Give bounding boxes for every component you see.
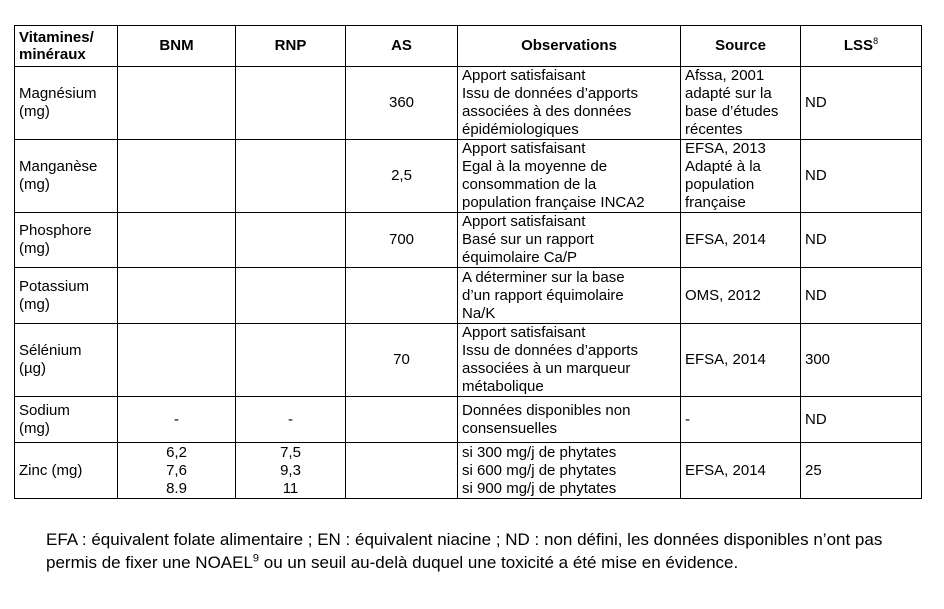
source-cell xyxy=(681,268,801,324)
observation-line: consensuelles xyxy=(462,419,558,437)
observation-line: si 300 mg/j de phytates xyxy=(462,443,617,461)
lss-cell xyxy=(801,268,922,324)
bnm-value: 8.9 xyxy=(166,479,187,497)
observation-line: associées à un marqueur xyxy=(462,360,631,377)
lss-value: ND xyxy=(805,286,827,304)
observation-line: population française INCA2 xyxy=(462,194,645,211)
rnp-cell xyxy=(236,140,346,213)
header-lss-label: LSS xyxy=(843,37,874,54)
table-row xyxy=(15,140,922,213)
source-cell xyxy=(681,443,801,499)
source-line: OMS, 2012 xyxy=(685,286,761,304)
lss-value: 25 xyxy=(805,461,822,479)
source-line: population xyxy=(685,176,755,193)
nutrient-unit: (mg) xyxy=(19,295,50,313)
source-line: base d’études xyxy=(685,103,779,120)
nutrient-name-cell xyxy=(15,268,118,324)
lss-cell xyxy=(801,443,922,499)
header-bnm: BNM xyxy=(118,26,236,67)
header-source: Source xyxy=(681,26,801,67)
observations-cell xyxy=(458,324,681,397)
observation-line: si 900 mg/j de phytates xyxy=(462,479,617,497)
observation-line: consommation de la xyxy=(462,176,597,193)
header-col0-line2: minéraux xyxy=(19,46,86,63)
observations-cell xyxy=(458,67,681,140)
as-cell xyxy=(346,443,458,499)
observation-line: Apport satisfaisant xyxy=(462,324,586,341)
header-row xyxy=(15,26,922,67)
observation-line: Issu de données d’apports xyxy=(462,342,638,359)
bnm-cell xyxy=(118,443,236,499)
table-row xyxy=(15,67,922,140)
lss-cell xyxy=(801,397,922,443)
nutrient-name: Manganèse xyxy=(19,158,98,175)
source-line: EFSA, 2014 xyxy=(685,231,766,248)
nutrient-name-cell xyxy=(15,443,118,499)
as-cell xyxy=(346,397,458,443)
observation-line: Egal à la moyenne de xyxy=(462,158,608,175)
bnm-cell xyxy=(118,397,236,443)
as-cell xyxy=(346,324,458,397)
rnp-value: 9,3 xyxy=(280,461,301,479)
lss-cell xyxy=(801,324,922,397)
header-observations: Observations xyxy=(458,26,681,67)
nutrient-name-cell xyxy=(15,397,118,443)
table-body xyxy=(15,67,922,499)
source-line: adapté sur la xyxy=(685,85,772,102)
observation-line: Apport satisfaisant xyxy=(462,67,586,84)
observation-line: A déterminer sur la base xyxy=(462,268,625,286)
lss-value: ND xyxy=(805,231,827,248)
rnp-cell xyxy=(236,443,346,499)
source-line: Afssa, 2001 xyxy=(685,67,765,84)
nutrient-name-cell xyxy=(15,324,118,397)
as-value: 2,5 xyxy=(391,167,412,184)
nutrient-name: Phosphore xyxy=(19,222,92,239)
lss-cell xyxy=(801,213,922,268)
nutrient-name-cell xyxy=(15,213,118,268)
nutrient-name: Sélénium xyxy=(19,342,82,359)
observation-line: métabolique xyxy=(462,378,544,395)
as-cell xyxy=(346,213,458,268)
rnp-value: 11 xyxy=(282,479,299,497)
bnm-value: 6,2 xyxy=(166,443,187,461)
bnm-cell xyxy=(118,324,236,397)
observation-line: Na/K xyxy=(462,304,496,322)
nutrient-name: Magnésium xyxy=(19,85,97,102)
as-cell xyxy=(346,268,458,324)
source-line: récentes xyxy=(685,121,743,138)
source-cell xyxy=(681,324,801,397)
nutrient-unit: (mg) xyxy=(19,419,50,437)
as-cell xyxy=(346,140,458,213)
observations-cell xyxy=(458,213,681,268)
observation-line: Apport satisfaisant xyxy=(462,140,586,157)
rnp-cell xyxy=(236,213,346,268)
source-line: EFSA, 2014 xyxy=(685,351,766,368)
source-cell xyxy=(681,213,801,268)
observations-cell xyxy=(458,140,681,213)
table-row xyxy=(15,213,922,268)
lss-cell xyxy=(801,67,922,140)
lss-value: ND xyxy=(805,410,827,428)
header-vitamines-mineraux xyxy=(15,26,118,67)
nutrient-name: Sodium xyxy=(19,401,70,419)
nutrient-name-cell xyxy=(15,140,118,213)
header-col0-line1: Vitamines/ xyxy=(19,29,94,46)
observation-line: épidémiologiques xyxy=(462,121,579,138)
nutrient-unit: (mg) xyxy=(19,240,50,257)
observation-line: associées à des données xyxy=(462,103,632,120)
rnp-value: 7,5 xyxy=(280,443,301,461)
bnm-value: 7,6 xyxy=(166,461,187,479)
rnp-cell xyxy=(236,268,346,324)
rnp-value: - xyxy=(288,410,293,428)
table-row xyxy=(15,324,922,397)
nutrient-unit: (mg) xyxy=(19,103,50,120)
nutrient-name-cell xyxy=(15,67,118,140)
observation-line: Issu de données d’apports xyxy=(462,85,638,102)
table-row xyxy=(15,397,922,443)
nutrient-name: Zinc (mg) xyxy=(19,461,83,479)
lss-value: ND xyxy=(805,94,827,111)
nutrient-unit: (mg) xyxy=(19,176,50,193)
observation-line: si 600 mg/j de phytates xyxy=(462,461,617,479)
header-lss xyxy=(801,26,922,67)
lss-cell xyxy=(801,140,922,213)
nutrient-name: Potassium xyxy=(19,277,90,295)
lss-value: 300 xyxy=(805,351,831,368)
source-line: EFSA, 2013 xyxy=(685,140,766,157)
observation-line: Apport satisfaisant xyxy=(462,213,586,230)
footnote-noael-ref: 9 xyxy=(252,552,260,565)
bnm-cell xyxy=(118,140,236,213)
observation-line: équimolaire Ca/P xyxy=(462,249,578,266)
source-cell xyxy=(681,397,801,443)
bnm-value: - xyxy=(174,410,179,428)
observation-line: Basé sur un rapport xyxy=(462,231,594,248)
source-line: française xyxy=(685,194,746,211)
source-cell xyxy=(681,67,801,140)
observation-line: d’un rapport équimolaire xyxy=(462,286,624,304)
header-lss-footnote-ref: 8 xyxy=(873,36,879,46)
as-value: 70 xyxy=(393,351,410,368)
table-row xyxy=(15,443,922,499)
table-row xyxy=(15,268,922,324)
bnm-cell xyxy=(118,67,236,140)
source-line: Adapté à la xyxy=(685,158,761,175)
header-rnp: RNP xyxy=(236,26,346,67)
observation-line: Données disponibles non xyxy=(462,401,631,419)
observations-cell xyxy=(458,268,681,324)
observations-cell xyxy=(458,397,681,443)
rnp-cell xyxy=(236,67,346,140)
bnm-cell xyxy=(118,213,236,268)
source-line: - xyxy=(685,410,690,428)
nutrient-table xyxy=(14,25,922,499)
observations-cell xyxy=(458,443,681,499)
source-line: EFSA, 2014 xyxy=(685,461,766,479)
source-cell xyxy=(681,140,801,213)
rnp-cell xyxy=(236,397,346,443)
footnote xyxy=(46,528,906,574)
bnm-cell xyxy=(118,268,236,324)
footnote-text: EFA : équivalent folate alimentaire ; EN : équivalent niacine ; ND : non défini, les données disponibles n’ont pas permis de fixer une NOAEL xyxy=(46,530,883,572)
rnp-cell xyxy=(236,324,346,397)
nutrient-unit: (µg) xyxy=(19,360,46,377)
lss-value: ND xyxy=(805,167,827,184)
as-cell xyxy=(346,67,458,140)
header-as: AS xyxy=(346,26,458,67)
as-value: 360 xyxy=(388,94,415,111)
as-value: 700 xyxy=(388,231,415,248)
footnote-text-end: ou un seuil au-delà duquel une toxicité a été mise en évidence. xyxy=(259,553,739,572)
